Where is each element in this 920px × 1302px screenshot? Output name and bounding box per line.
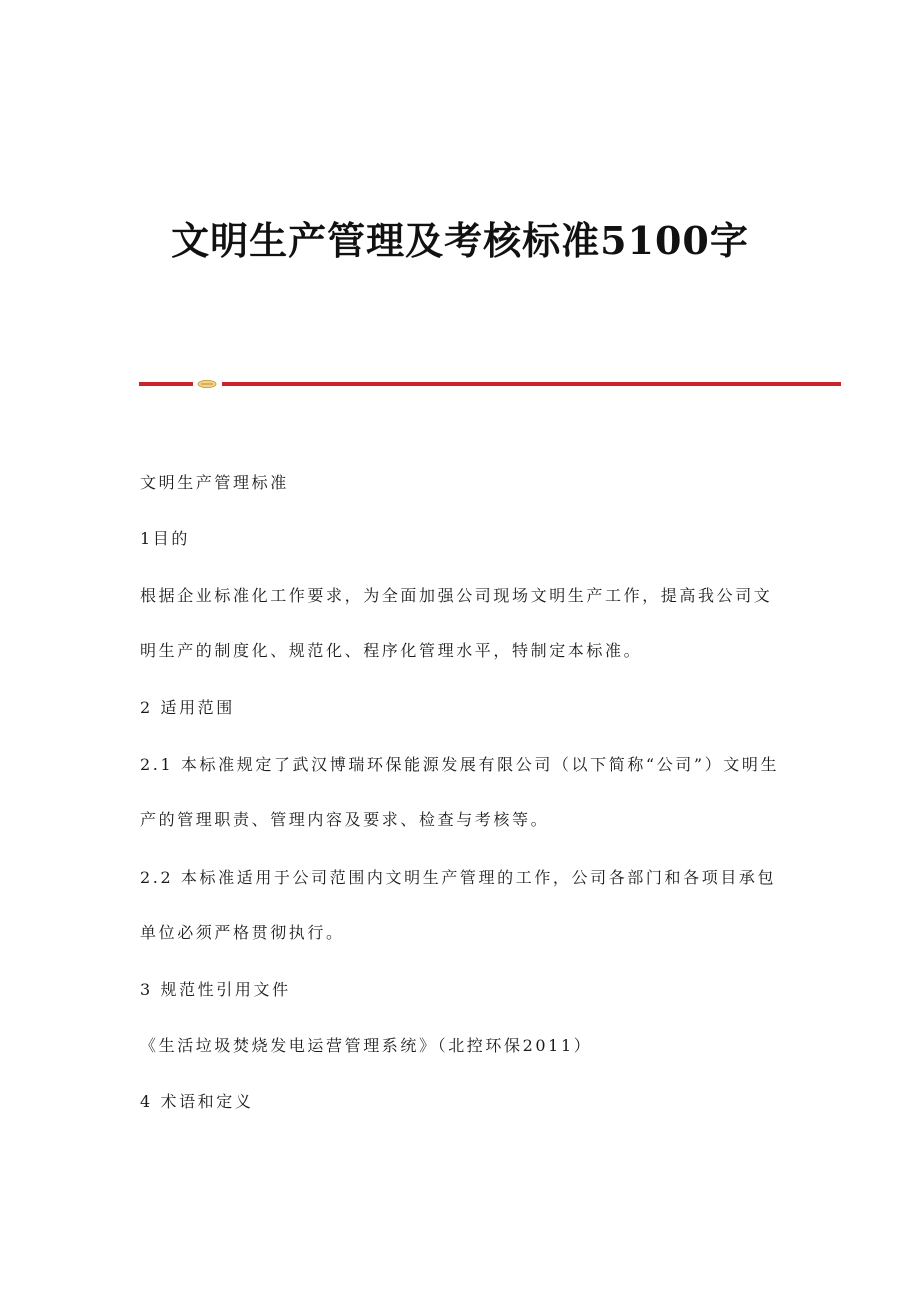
title-divider: [139, 379, 841, 389]
divider-ornament-icon: [197, 379, 217, 389]
reference-item: 《生活垃圾焚烧发电运营管理系统》（北控环保2011）: [140, 1036, 593, 1055]
section-heading: 4 术语和定义: [140, 1092, 254, 1111]
body-paragraph: 2.2 本标准适用于公司范围内文明生产管理的工作，公司各部门和各项目承包单位必须严格贯彻执行。: [140, 868, 777, 942]
document-title: 文明生产管理及考核标准5100字: [171, 218, 749, 263]
body-paragraph: 2.1 本标准规定了武汉博瑞环保能源发展有限公司（以下简称“公司”）文明生产的管理职责、管理内容及要求、检查与考核等。: [140, 755, 780, 829]
body-paragraph: 根据企业标准化工作要求，为全面加强公司现场文明生产工作，提高我公司文明生产的制度化、规范化、程序化管理水平，特制定本标准。: [140, 586, 773, 660]
section-heading: 文明生产管理标准: [140, 473, 289, 492]
section-heading: 1目的: [140, 529, 190, 548]
section-heading: 2 适用范围: [140, 698, 235, 717]
divider-line-right: [222, 382, 841, 386]
divider-line-left: [139, 382, 193, 386]
document-body: [140, 466, 780, 1141]
section-heading: 3 规范性引用文件: [140, 980, 291, 999]
